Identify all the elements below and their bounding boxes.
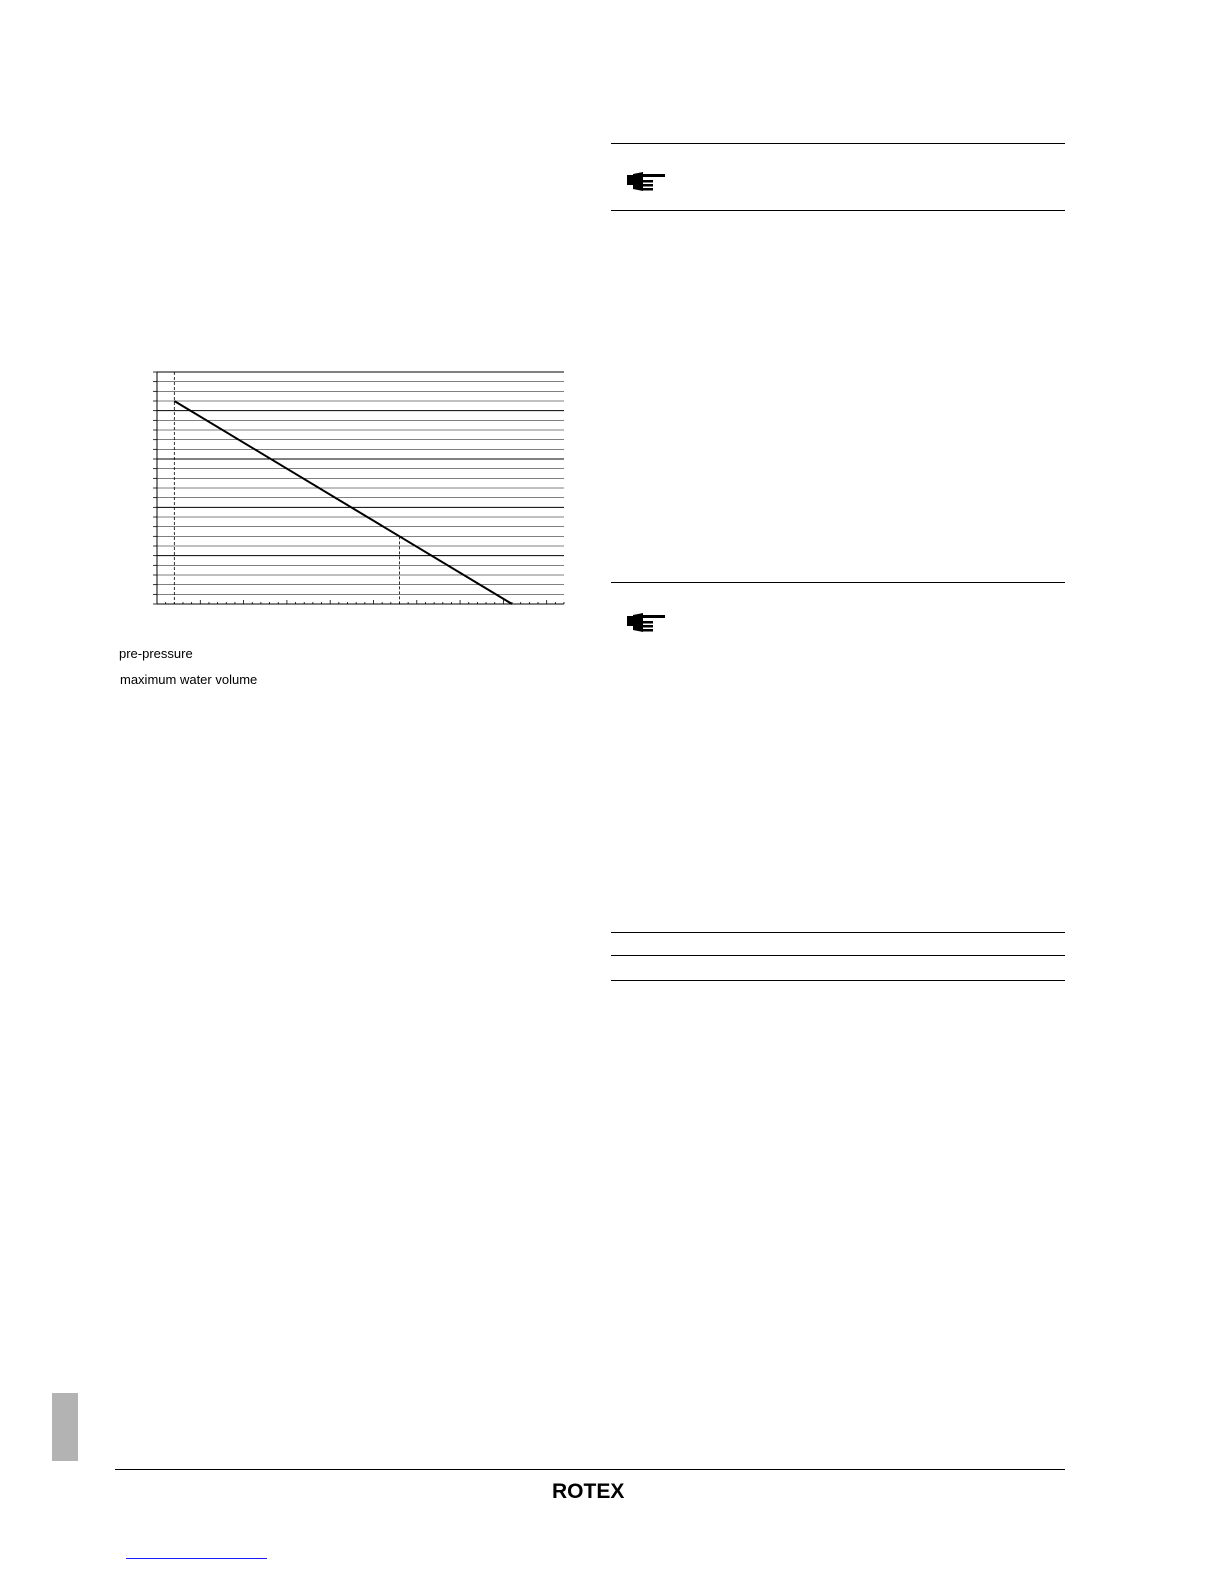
pointing-hand-note-icon [627, 171, 667, 193]
page-side-tab [52, 1393, 78, 1461]
rotex-logo: ROTEX [552, 1480, 625, 1503]
footer-rule [115, 1469, 1065, 1470]
table-rule-3 [611, 980, 1065, 981]
note-bottom-rule [611, 210, 1065, 211]
note-top-rule [611, 143, 1065, 144]
note2-top-rule [611, 582, 1065, 583]
footer-link-underline[interactable] [126, 1558, 267, 1559]
table-rule-1 [611, 932, 1065, 933]
legend-pre-pressure: pre-pressure [119, 646, 193, 661]
legend-maximum-water-volume: maximum water volume [120, 672, 258, 687]
series-line [174, 401, 512, 604]
pressure-volume-chart [140, 362, 572, 612]
pointing-hand-note-icon [627, 612, 667, 634]
table-rule-2 [611, 955, 1065, 956]
